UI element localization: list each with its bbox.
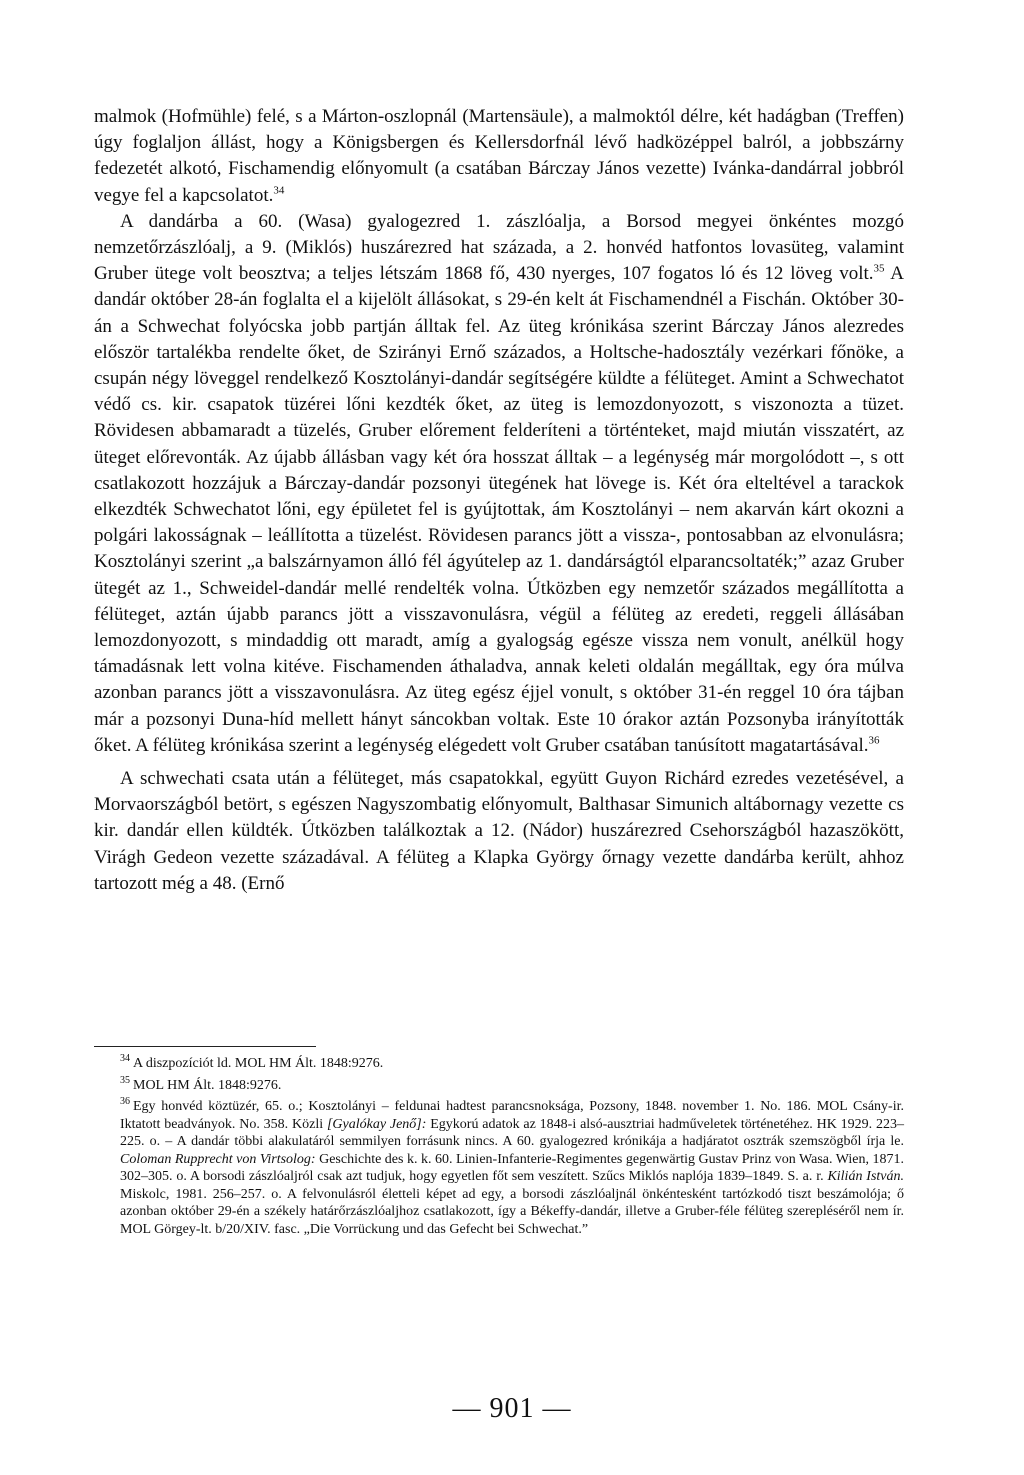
footnote-35: [94, 1074, 904, 1095]
footnote-italic-editor: Kilián István.: [827, 1169, 904, 1184]
footnote-number: 36: [120, 1096, 130, 1108]
footnote-number: 34: [120, 1053, 130, 1065]
paragraph-1-text: malmok (Hofmühle) felé, s a Márton-oszlopnál (Martensäule), a malmoktól délre, két hadágban (Treffen) úgy foglaljon állást, hogy a Königsbergen és Kellersdorfnál lévő hadközéppel balról, a jobbszárny fedezetét alkotó, Fischamendig előnyomult (a csatában Bárczay János vezette) Ivánka-dandárral jobbról vegye fel a kapcsolatot.: [94, 106, 904, 206]
paragraph-2: [94, 209, 904, 759]
footnote-text: A diszpozíciót ld. MOL HM Ált. 1848:9276.: [133, 1056, 384, 1071]
footnote-text-part3: Geschichte des k. k. 60. Linien-Infanterie-Regimentes gegenwärtig Gustav Prinz von Wasa. Wien, 1871. 302–305. o. A borsodi zászlóaljról csak azt tudjuk, hogy egyetlen főt sem veszített. Szűcs Miklós naplója 1839–1849. S. a. r.: [120, 1151, 905, 1184]
footnote-text-part4: Miskolc, 1981. 256–257. o. A felvonulásról életteli képet ad egy, a borsodi zászlóaljnál önkéntesként tartózkodó tiszt beszámolója; ő azonban október 29-én a székely határőrzászlóaljhoz csatlakozott, így a Békeffy-dandár, illetve a Gruber-féle félüteg szerepléséről nem ír. MOL Görgey-lt. b/20/XIV. fasc. „Die Vorrückung und das Gefecht bei Schwechat.”: [120, 1186, 904, 1237]
paragraph-2-text-after: A dandár október 28-án foglalta el a kijelölt állásokat, s 29-én kelt át Fischamendnél a Fischán. Október 30-án a Schwechat folyócska jobb partján álltak fel. Az üteg krónikása szerint Bárczay János alezredes először tartalékba rendelte őket, de Szirányi Ernő százados, a Holtsche-hadosztály vezérkari főnöke, a csupán négy löveggel rendelkező Kosztolányi-dandár segítségére küldte a félüteget. Amint a Schwechatot védő cs. kir. csapatok tüzérei lőni kezdték őket, az üteg is lemozdonyozott, s viszonozta a tüzet. Rövidesen abbamaradt a tüzelés, Gruber előrement felderíteni a történteket, majd miután visszatért, az üteget előrevonták. Az újabb állásban vagy két óra hosszat álltak – a legénység már morgolódott –, s ott csatlakozott hozzájuk a Bárczay-dandár pozsonyi ütegének hat lövege is. Két óra elteltével a tarackok elkezdték Schwechatot lőni, egy épületet fel is gyújtottak, ám Kosztolányi – nem akarván kárt okozni a polgári lakosságnak – leállította a tüzelést. Rövidesen parancs jött a vissza-, pontosabban az elvonulásra; Kosztolányi szerint „a balszárnyamon álló fél ágyútelep az 1. dandárságtól elparancsoltaték;” azaz Gruber ütegét az 1., Schweidel-dandár mellé rendelték volna. Útközben egy nemzetőr százados megállította a félüteget, aztán újabb parancs jött a visszavonulásra, végül a félüteg az eredeti, reggeli állásában lemozdonyozott, s mindaddig ott maradt, amíg a gyalogság egésze vissza nem vonult, anélkül hogy támadásnak lett volna kitéve. Fischamenden áthaladva, annak keleti oldalán megálltak, egy óra múlva azonban parancs jött a visszavonulásra. Az üteg egész éjjel vonult, s október 31-én reggel 10 óra tájban már a pozsonyi Duna-híd mellett hányt sáncokban voltak. Este 10 órakor aztán Pozsonyba irányították őket. A félüteg krónikása szerint a legénység elégedett volt Gruber csatában tanúsított magatartásával.: [94, 263, 904, 756]
paragraph-3-text: A schwechati csata után a félüteget, más csapatokkal, együtt Guyon Richárd ezredes vezetésével, a Morvaországból betört, s egészen Nagyszombatig előnyomult, Balthasar Simunich altábornagy vezette cs kir. dandár ellen küldték. Útközben találkoztak a 12. (Nádor) huszárezred Csehországból hazaszökött, Virágh Gedeon vezette századával. A félüteg a Klapka György őrnagy vezette dandárba került, ahhoz tartozott még a 48. (Ernő: [94, 768, 904, 894]
footnote-separator: [94, 1046, 316, 1047]
footnote-ref-34[interactable]: 34: [273, 184, 285, 197]
footnote-36: [94, 1098, 904, 1238]
page-number: — 901 —: [452, 1393, 572, 1424]
footnotes: [94, 1055, 904, 1242]
footnote-number: 35: [120, 1074, 130, 1086]
footnote-text-part2: Egykorú adatok az 1848-i alsó-ausztriai hadműveletek történetéhez. HK 1929. 223–225. o. – A dandár többi alakulatáról semmilyen forrásunk nincs. A 60. gyalogezred krónikája a hadjáratot osztrák szemszögből írja le.: [120, 1116, 904, 1149]
footnote-italic-author: [Gyalókay Jenő]:: [326, 1116, 427, 1132]
footnote-text: MOL HM Ált. 1848:9276.: [133, 1077, 282, 1093]
footnote-text-part1: Egy honvéd köztüzér, 65. o.; Kosztolányi – feldunai hadtest parancsnoksága, Pozsony, 1848. november 1. No. 186. MOL Csány-ir. Iktatott beadványok. No. 358. Közli: [120, 1099, 904, 1132]
footnote-italic-author: Coloman Rupprecht von Virtsolog:: [120, 1151, 316, 1167]
body-text: [94, 104, 904, 897]
paragraph-2-text-before: A dandárba a 60. (Wasa) gyalogezred 1. zászlóalja, a Borsod megyei önkéntes mozgó nemzetőrzászlóalj, a 9. (Miklós) huszárezred hat százada, a 2. honvéd hatfontos lovasüteg, valamint Gruber ütege volt beosztva; a teljes létszám 1868 fő, 430 nyerges, 107 fogatos ló és 12 löveg volt.: [94, 210, 904, 285]
footnote-34: [94, 1055, 904, 1073]
footnote-ref-36[interactable]: 36: [868, 734, 880, 747]
paragraph-1: [94, 104, 904, 209]
paragraph-3: [94, 766, 904, 897]
footnote-ref-35[interactable]: 35: [873, 262, 885, 275]
